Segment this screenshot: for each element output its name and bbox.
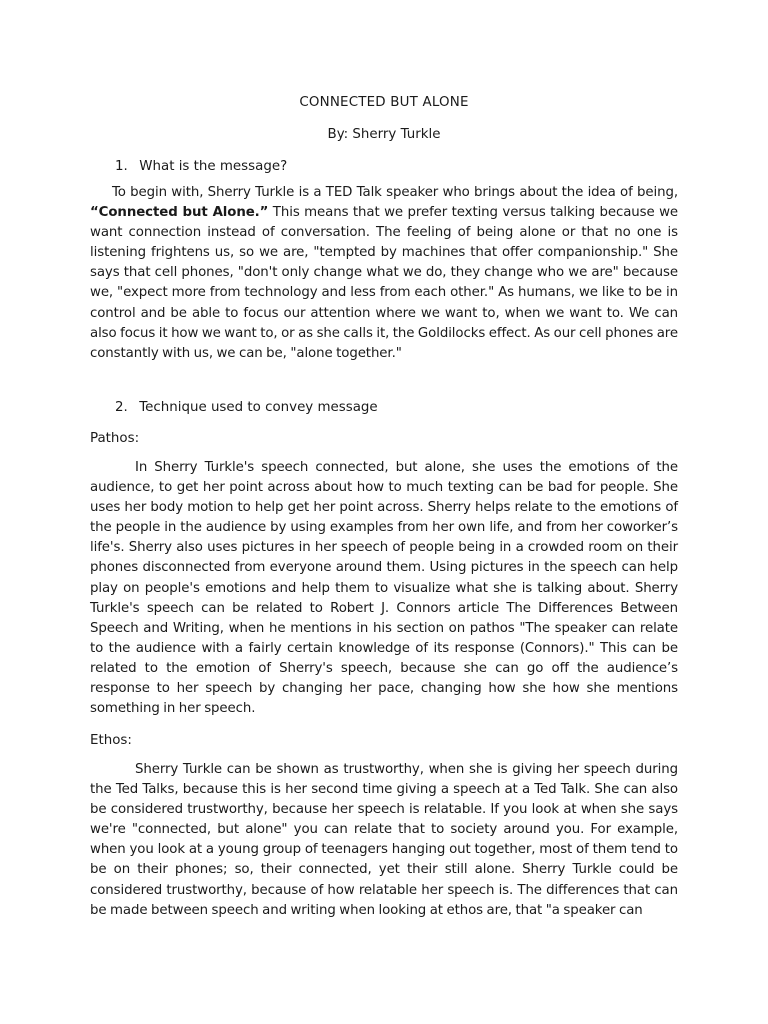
- question-2-text: Technique used to convey message: [139, 400, 378, 415]
- message-paragraph-rest: This means that we prefer texting versus talking because we want connection instead of conversation. The feeling of being alone or that no one is listening frightens us, so we are, "tempted by machines that offer companionship." She says that cell phones, "don't only change what we do, they change who we are" because we, "expect more from technology and less from each other." As humans, we like to be in control and be able to focus our attention where we want to, when we want to. We can also focus it how we want to, or as she calls it, the Goldilocks effect. As our cell phones are constantly with us, we can be, "alone together.": [90, 205, 679, 361]
- question-2-number: 2.: [115, 400, 128, 415]
- question-2-heading: [115, 399, 378, 417]
- message-paragraph: [90, 183, 678, 364]
- question-1-heading: [115, 158, 287, 176]
- document-byline: By: Sherry Turkle: [327, 127, 441, 142]
- pathos-paragraph: In Sherry Turkle's speech connected, but alone, she uses the emotions of the audience, to get her point across about how to much texting can be bad for people. She uses her body motion to help get her point across. Sherry helps relate to the emotions of the people in the audience by using examples from her own life, and from her coworker’s life's. Sherry also uses pictures in her speech of people being in a crowded room on their phones disconnected from everyone around them. Using pictures in the speech can help play on people's emotions and help them to visualize what she is talking about. Sherry Turkle's speech can be related to Robert J. Connors article The Differences Between Speech and Writing, when he mentions in his section on pathos "The speaker can relate to the audience with a fairly certain knowledge of its response (Connors)." This can be related to the emotion of Sherry's speech, because she can go off the audience’s response to her speech by changing her pace, changing how she how she mentions something in her speech.: [90, 460, 678, 717]
- message-paragraph-lead: To begin with, Sherry Turkle is a TED Talk speaker who brings about the idea of being,: [112, 185, 678, 200]
- question-1-number: 1.: [115, 159, 128, 174]
- ethos-label: Ethos:: [90, 733, 132, 748]
- message-paragraph-quote: “Connected but Alone.”: [90, 205, 269, 221]
- question-1-text: What is the message?: [139, 159, 288, 174]
- ethos-paragraph: Sherry Turkle can be shown as trustworthy, when she is giving her speech during the Ted Talks, because this is her second time giving a speech at a Ted Talk. She can also be considered trustworthy, because her speech is relatable. If you look at when she says we're "connected, but alone" you can relate that to society around you. For example, when you look at a young group of teenagers hanging out together, most of them tend to be on their phones; so, their connected, yet their still alone. Sherry Turkle could be considered trustworthy, because of how relatable her speech is. The differences that can be made between speech and writing when looking at ethos are, that "a speaker can: [90, 762, 678, 918]
- pathos-label: Pathos:: [90, 431, 140, 446]
- document-title: CONNECTED BUT ALONE: [299, 95, 469, 110]
